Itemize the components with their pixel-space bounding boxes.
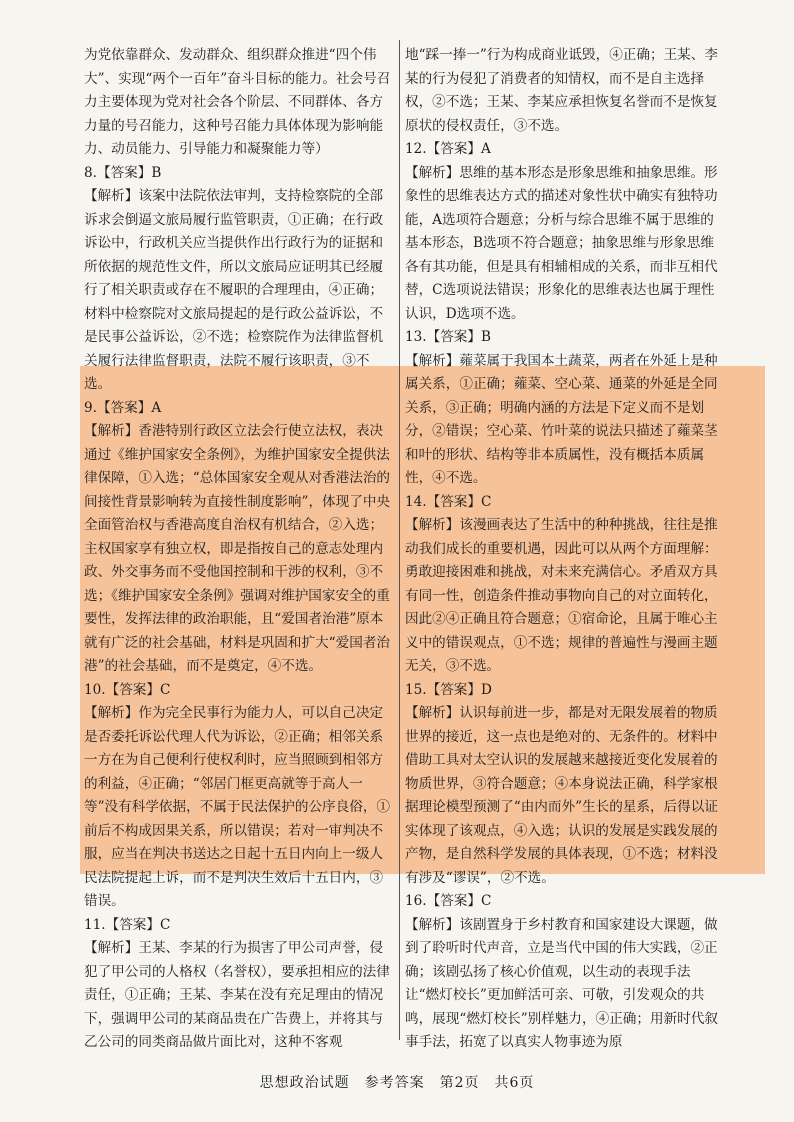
q8-analysis: 【解析】该案中法院依法审判，支持检察院的全部诉求会倒逼文旅局履行监管职责，①正确；在行政诉讼中，行政机关应当提供作出行政行为的证据和所依据的规范性文件，所以文旅局应证明其已经履行了相关职责或存在不履职的合理理由，④正确；材料中检察院对文旅局提起的是行政公益诉讼，不是民事公益诉讼，②不选；检察院作为法律监督机关履行法律监督职责，法院不履行该职责，③不选。 bbox=[84, 188, 384, 392]
q9-answer: 9.【答案】A bbox=[84, 399, 162, 416]
page-footer: 思想政治试题 参考答案 第2页 共6页 bbox=[259, 1075, 535, 1091]
q16-analysis: 【解析】该剧置身于乡村教育和国家建设大课题，做到了聆听时代声音，立是当代中国的伟大实践，②正确；该剧弘扬了核心价值观，以生动的表现手法让“燃灯校长”更加鲜活可亲、可敬，引发观众的共鸣，展现“燃灯校长”别样魅力，④正确；用新时代叙事手法，拓宽了以真实人物事迹为原 bbox=[405, 916, 718, 1050]
q15-answer: 15.【答案】D bbox=[405, 681, 492, 698]
q13-analysis: 【解析】蕹菜属于我国本土蔬菜，两者在外延上是种属关系，①正确；蕹菜、空心菜、通菜的外延是全同关系，③正确；明确内涵的方法是下定义而不是划分，②错误；空心菜、竹叶菜的说法只描述了蕹菜茎和叶的形状、结构等非本质属性，没有概括本质属性，④不选。 bbox=[405, 352, 718, 486]
q14-answer: 14.【答案】C bbox=[405, 493, 492, 510]
q14-analysis: 【解析】该漫画表达了生活中的种种挑战，往往是推动我们成长的重要机遇，因此可以从两个方面理解：勇敢迎接困难和挑战，对未来充满信心。矛盾双方具有同一性，创造条件推动事物向自己的对立面转化，因此②④正确且符合题意；①宿命论，且属于唯心主义中的错误观点，①不选；规律的普遍性与漫画主题无关，③不选。 bbox=[405, 517, 718, 674]
q10-analysis: 【解析】作为完全民事行为能力人，可以自己决定是否委托诉讼代理人代为诉讼，②正确；相邻关系一方在为自己便利行使权利时，应当照顾到相邻方的利益，④正确；“邻居门框更高就等于高人一等”没有科学依据，不属于民法保护的公序良俗，①前后不构成因果关系，所以错误；若对一审判决不服，应当在判决书送达之日起十五日内向上一级人民法院提起上诉，而不是判决生效后十五日内，③错误。 bbox=[84, 705, 391, 909]
q12-answer: 12.【答案】A bbox=[405, 141, 491, 157]
q15-analysis: 【解析】认识每前进一步，都是对无限发展着的物质世界的接近，这一点也是绝对的、无条件的。材料中借助工具对太空认识的发展越来越接近变化发展着的物质世界，③符合题意；④本身说法正确，科学家根据理论模型预测了“由内而外”生长的星系，后得以证实体现了该观点，④入选；认识的发展是实践发展的产物，是自然科学发展的具体表现，①不选；材料没有涉及“谬误”，②不选。 bbox=[405, 705, 718, 886]
right-column bbox=[405, 44, 719, 1055]
q16-answer: 16.【答案】C bbox=[405, 893, 492, 909]
q13-answer: 13.【答案】B bbox=[405, 329, 491, 345]
q9-analysis: 【解析】香港特别行政区立法会行使立法权，表决通过《维护国家安全条例》，为维护国家安全提供法律保障，①入选；“总体国家安全观从对香港法治的间接性背景影响转为直接性制度影响”，体现了中央全面管治权与香港高度自治权有机结合，②入选；主权国家享有独立权，即是指按自己的意志处理内政、外交事务而不受他国控制和干涉的权利，③不选；《维护国家安全条例》强调对维护国家安全的重要性，发挥法律的政治职能，且“爱国者治港”原本就有广泛的社会基础，材料是巩固和扩大“爱国者治港”的社会基础，而不是奠定，④不选。 bbox=[84, 423, 391, 674]
q11-analysis: 【解析】王某、李某的行为损害了甲公司声誉，侵犯了甲公司的人格权（名誉权），要承担相应的法律责任，①正确；王某、李某在没有充足理由的情况下，强调甲公司的某商品贵在广告费上，并将其与乙公司的同类商品做片面比对，这种不客观 bbox=[84, 940, 390, 1050]
q8-answer: 8.【答案】B bbox=[84, 164, 162, 181]
q10-answer: 10.【答案】C bbox=[84, 681, 171, 698]
column-divider bbox=[399, 40, 400, 1040]
left-intro: 为党依靠群众、发动群众、组织群众推进“四个伟大”、实现“两个一百年”奋斗目标的能力。社会号召力主要体现为党对社会各个阶层、不同群体、各方力量的号召能力，这种号召能力具体体现为影响能力、动员能力、引导能力和凝聚能力等） bbox=[84, 47, 391, 157]
left-column bbox=[84, 44, 394, 1055]
right-continuation: 地“踩一捧一”行为构成商业诋毁，④正确；王某、李某的行为侵犯了消费者的知情权，而不是自主选择权，②不选；王某、李某应承担恢复名誉而不是恢复原状的侵权责任，③不选。 bbox=[405, 47, 718, 134]
q11-answer: 11.【答案】C bbox=[84, 916, 171, 933]
q12-analysis: 【解析】思维的基本形态是形象思维和抽象思维。形象性的思维表达方式的描述对象性状中确实有独特功能，A选项符合题意；分析与综合思维不属于思维的基本形态，B选项不符合题意；抽象思维与形象思维各有其功能，但是具有相辅相成的关系，而非互相代替，C选项说法错误；形象化的思维表达也属于理性认识，D选项不选。 bbox=[405, 164, 718, 322]
